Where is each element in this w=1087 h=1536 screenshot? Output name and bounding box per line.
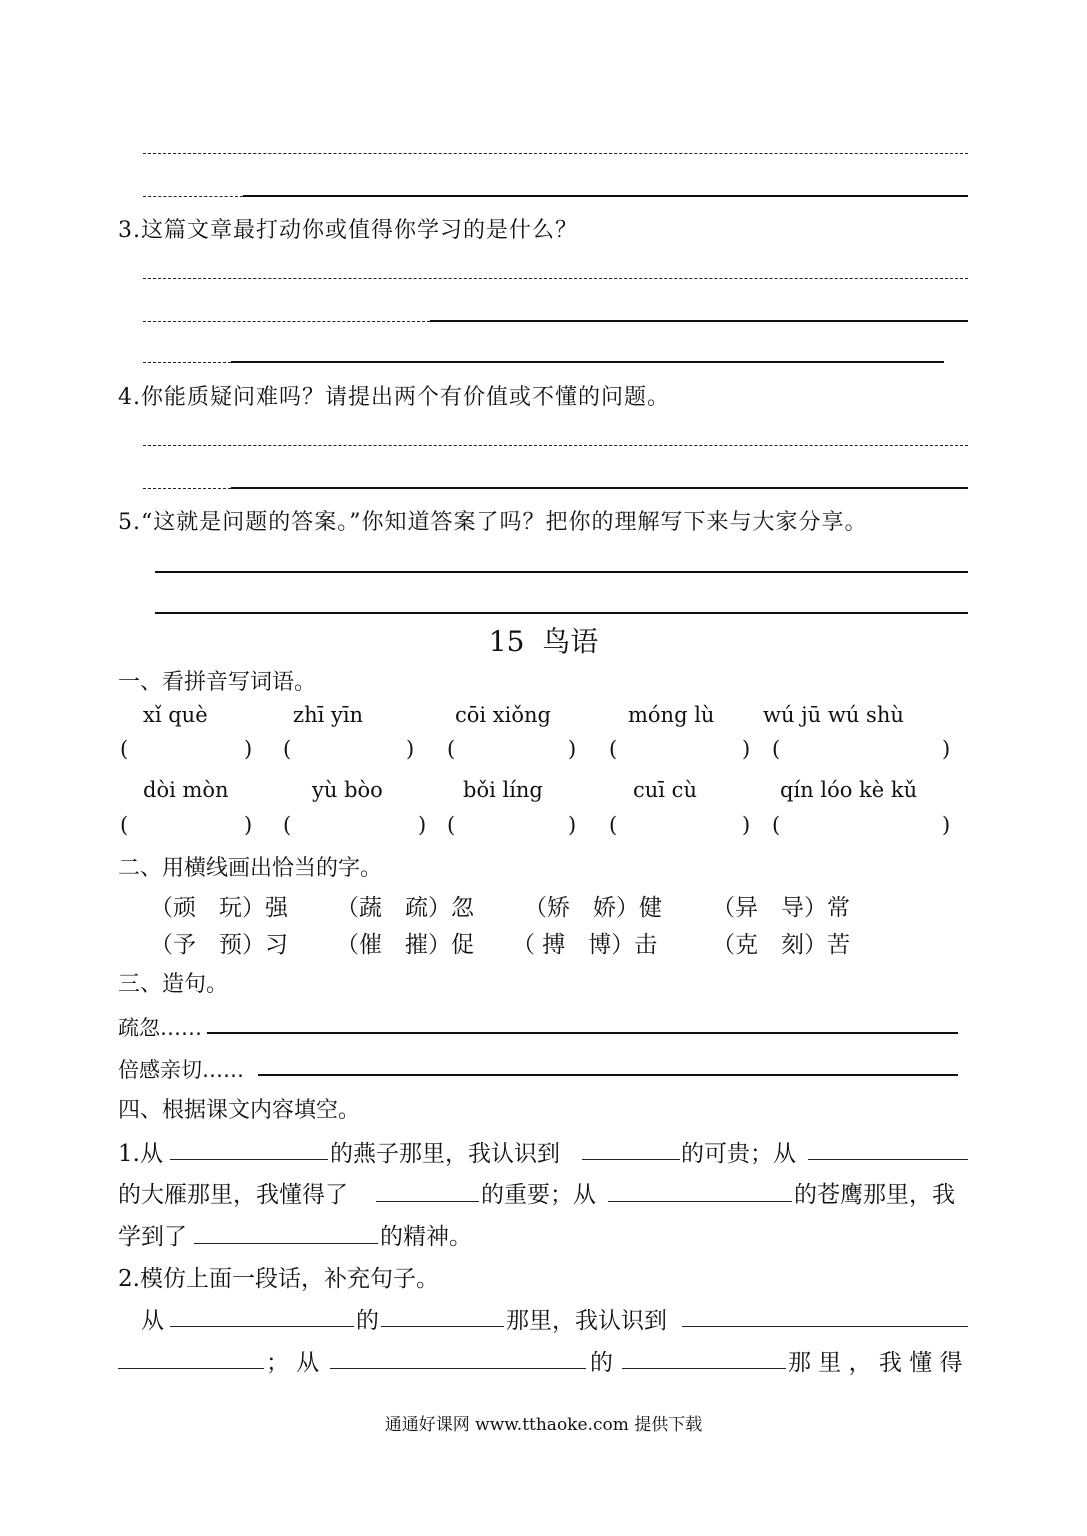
fill-blank	[194, 1243, 378, 1244]
answer-paren-open: (	[609, 737, 618, 761]
question-5: 5.“这就是问题的答案。”你知道答案了吗？把你的理解写下来与大家分享。	[118, 510, 868, 535]
fill-text: 学到了	[118, 1224, 187, 1250]
answer-paren-open: (	[772, 813, 781, 837]
fill-text: 的苍鹰那里，我	[794, 1182, 955, 1208]
lesson-name: 鸟语	[542, 625, 599, 658]
fill-blank	[582, 1159, 680, 1160]
answer-paren-open: (	[609, 813, 618, 837]
fill-text: 那里，我认识到	[506, 1308, 667, 1334]
char-choice: （异 导）常	[712, 895, 850, 921]
answer-paren-close: )	[568, 813, 577, 837]
fill-text: 的大雁那里，我懂得了	[118, 1182, 348, 1208]
answer-line	[430, 320, 968, 322]
fill-blank	[808, 1159, 968, 1160]
section-4-heading: 四、根据课文内容填空。	[118, 1098, 361, 1123]
char-choice: （予 预）习	[150, 932, 288, 958]
fill-text: 的燕子那里，我认识到	[330, 1141, 560, 1167]
fill-blank	[381, 1326, 504, 1327]
answer-line	[231, 361, 944, 363]
fill-text: ； 从	[266, 1350, 320, 1376]
answer-paren-close: )	[942, 737, 951, 761]
question-3: 3.这篇文章最打动你或值得你学习的是什么？	[118, 218, 578, 243]
pinyin: wú jū wú shù	[763, 703, 904, 727]
answer-line	[143, 362, 231, 363]
answer-line	[143, 321, 430, 322]
fill-text: 的	[356, 1308, 379, 1334]
fill-text: 从	[141, 1308, 164, 1334]
answer-line	[155, 571, 968, 573]
answer-paren-open: (	[283, 737, 292, 761]
answer-line	[207, 1032, 958, 1034]
answer-paren-open: (	[772, 737, 781, 761]
fill-blank	[376, 1201, 479, 1202]
answer-line	[155, 612, 968, 614]
fill-blank	[330, 1368, 586, 1369]
fill-text: 那 里 ， 我 懂 得	[788, 1350, 963, 1376]
char-choice: （克 刻）苦	[712, 932, 850, 958]
answer-paren-open: (	[120, 737, 129, 761]
answer-line	[231, 487, 968, 489]
fill-blank	[682, 1326, 968, 1327]
pinyin: cuī cù	[633, 778, 697, 802]
fill-blank	[170, 1159, 328, 1160]
char-choice: （ 搏 博）击	[512, 932, 658, 958]
pinyin: zhī yīn	[293, 703, 364, 727]
answer-line	[243, 195, 968, 197]
answer-paren-close: )	[244, 737, 253, 761]
answer-line	[143, 445, 968, 446]
char-choice: （矫 娇）健	[524, 895, 662, 921]
question-4: 4.你能质疑问难吗？请提出两个有价值或不懂的问题。	[118, 385, 670, 410]
answer-line	[143, 488, 231, 489]
answer-line	[143, 196, 243, 197]
fill-blank	[622, 1368, 786, 1369]
answer-paren-open: (	[120, 813, 129, 837]
answer-line	[143, 153, 968, 154]
pinyin: qín lóo kè kǔ	[780, 778, 918, 802]
answer-paren-close: )	[418, 813, 427, 837]
sentence-prompt: 疏忽……	[118, 1016, 202, 1040]
answer-paren-open: (	[447, 737, 456, 761]
section-3-heading: 三、造句。	[118, 972, 229, 997]
fill-text: 2.模仿上面一段话，补充句子。	[118, 1266, 439, 1292]
char-choice: （蔬 疏）忽	[336, 895, 474, 921]
lesson-title	[0, 620, 1087, 660]
answer-paren-close: )	[244, 813, 253, 837]
fill-text: 的精神。	[380, 1224, 472, 1250]
pinyin: móng lù	[628, 703, 715, 727]
fill-blank	[608, 1201, 792, 1202]
char-choice: （顽 玩）强	[150, 895, 288, 921]
sentence-prompt: 倍感亲切……	[118, 1058, 244, 1082]
answer-paren-close: )	[742, 737, 751, 761]
answer-paren-close: )	[568, 737, 577, 761]
answer-paren-close: )	[406, 737, 415, 761]
page-footer: 通通好课网 www.tthaoke.com 提供下载	[384, 1415, 703, 1435]
answer-paren-close: )	[942, 813, 951, 837]
answer-paren-open: (	[283, 813, 292, 837]
pinyin: cōi xiǒng	[455, 703, 551, 727]
pinyin: xǐ què	[143, 703, 208, 727]
answer-line	[258, 1074, 958, 1076]
lesson-number: 15	[488, 625, 525, 658]
fill-text: 的重要；从	[481, 1182, 596, 1208]
char-choice: （催 摧）促	[336, 932, 474, 958]
fill-blank	[118, 1368, 264, 1369]
fill-text: 的可贵；从	[681, 1141, 796, 1167]
section-1-heading: 一、看拼音写词语。	[118, 670, 317, 695]
answer-line	[143, 278, 968, 279]
pinyin: dòi mòn	[143, 778, 229, 802]
fill-text: 的	[590, 1350, 613, 1376]
answer-paren-close: )	[742, 813, 751, 837]
pinyin: yù bòo	[312, 778, 383, 802]
fill-blank	[170, 1326, 354, 1327]
fill-text: 1.从	[118, 1141, 163, 1167]
pinyin: bǒi líng	[463, 778, 543, 802]
section-2-heading: 二、用横线画出恰当的字。	[118, 856, 383, 881]
answer-paren-open: (	[447, 813, 456, 837]
